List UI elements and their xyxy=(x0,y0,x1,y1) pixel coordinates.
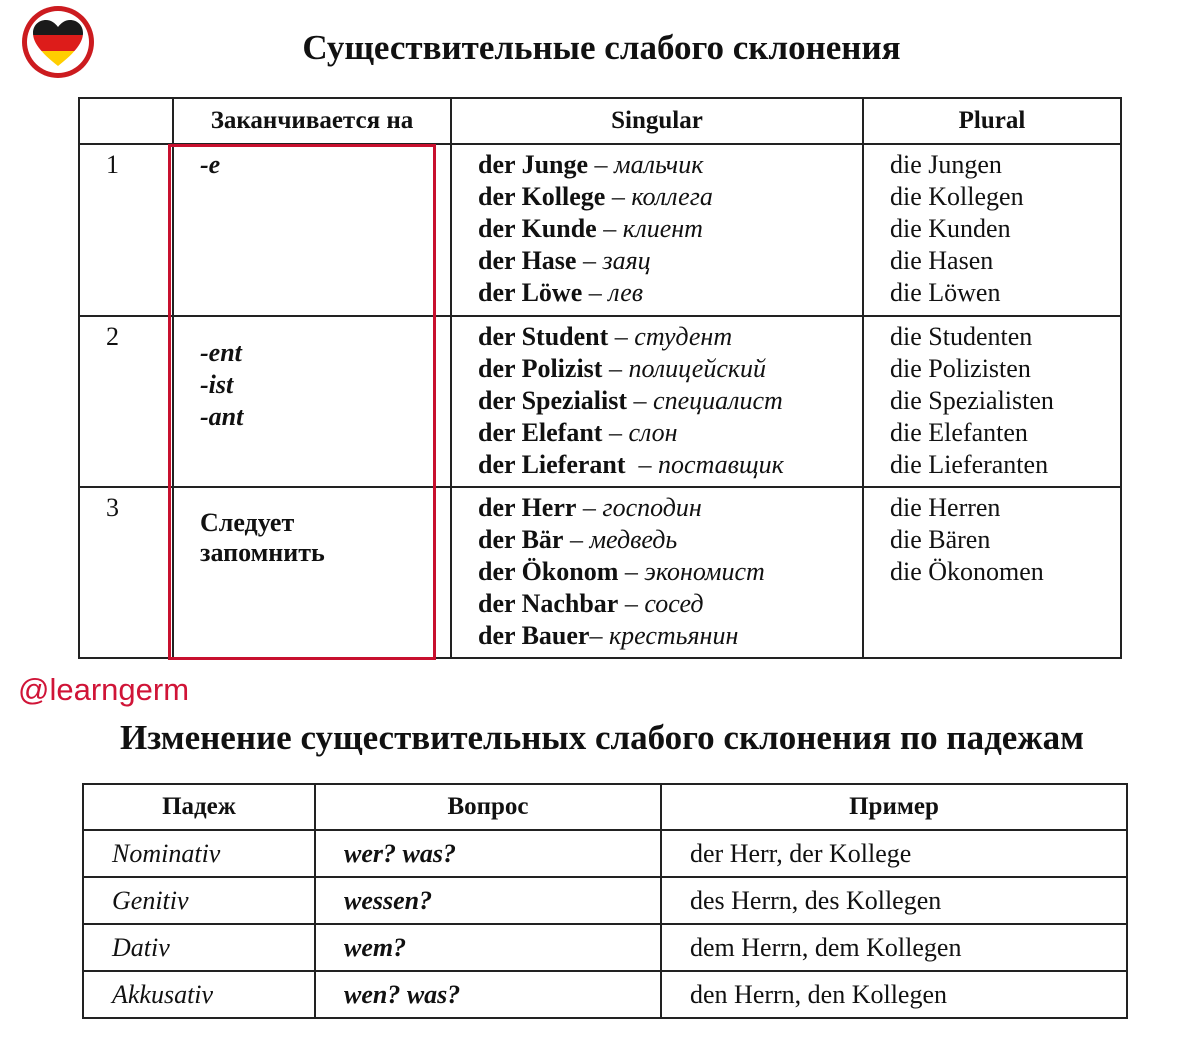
table-row xyxy=(79,487,1121,658)
row-number: 3 xyxy=(79,487,173,658)
cases-table xyxy=(82,783,1128,1019)
singular-entry: der Löwe – лев xyxy=(478,278,644,307)
translation: крестьянин xyxy=(608,621,739,650)
plural-entry: die Jungen xyxy=(890,150,1002,179)
ending-label: -ant xyxy=(200,402,244,431)
plural-entry: die Kollegen xyxy=(890,182,1024,211)
noun: der Lieferant xyxy=(478,450,626,479)
plural-cell xyxy=(863,487,1121,658)
translation: заяц xyxy=(602,246,651,275)
singular-cell xyxy=(451,487,863,658)
singular-entry: der Spezialist – специалист xyxy=(478,386,783,415)
noun: der Ökonom xyxy=(478,557,619,586)
plural-entry: die Kunden xyxy=(890,214,1011,243)
plural-entry: die Studenten xyxy=(890,322,1033,351)
singular-cell xyxy=(451,144,863,316)
translation: студент xyxy=(634,322,733,351)
singular-entry: der Nachbar – сосед xyxy=(478,589,704,618)
page-title: Существительные слабого склонения xyxy=(302,28,901,67)
noun: der Spezialist xyxy=(478,386,628,415)
case-question: wem? xyxy=(315,924,661,971)
noun: der Löwe xyxy=(478,278,583,307)
noun: der Junge xyxy=(478,150,589,179)
plural-cell xyxy=(863,144,1121,316)
translation: лев xyxy=(608,278,644,307)
noun: der Student xyxy=(478,322,609,351)
singular-entry: der Elefant – слон xyxy=(478,418,678,447)
ending-label: Следует xyxy=(200,508,295,537)
ending-label: -ist xyxy=(200,370,234,399)
singular-entry: der Kollege – коллега xyxy=(478,182,713,211)
ending-list xyxy=(200,317,450,433)
singular-entry: der Bär – медведь xyxy=(478,525,678,554)
table-row xyxy=(83,971,1127,1018)
noun: der Kollege xyxy=(478,182,606,211)
ending-cell xyxy=(173,144,451,316)
translation: коллега xyxy=(631,182,713,211)
table-row xyxy=(83,924,1127,971)
column-header: Заканчивается на xyxy=(173,98,451,144)
ending-label: -e xyxy=(200,150,221,179)
column-header xyxy=(79,98,173,144)
case-question: wer? was? xyxy=(315,830,661,877)
translation: слон xyxy=(628,418,678,447)
translation: специалист xyxy=(653,386,783,415)
case-question: wessen? xyxy=(315,877,661,924)
noun: der Nachbar xyxy=(478,589,619,618)
table-row xyxy=(79,144,1121,316)
column-header: Plural xyxy=(863,98,1121,144)
noun: der Polizist xyxy=(478,354,603,383)
case-name: Dativ xyxy=(83,924,315,971)
case-example: des Herrn, des Kollegen xyxy=(661,877,1127,924)
plural-entry: die Hasen xyxy=(890,246,994,275)
singular-entry: der Bauer– крестьянин xyxy=(478,621,739,650)
ending-label: запомнить xyxy=(200,538,325,567)
social-handle: @learngerm xyxy=(18,672,190,707)
singular-entry: der Student – студент xyxy=(478,322,733,351)
table-header-row xyxy=(79,98,1121,144)
case-question: wen? was? xyxy=(315,971,661,1018)
noun: der Hase xyxy=(478,246,577,275)
translation: господин xyxy=(602,493,702,522)
plural-entry: die Ökonomen xyxy=(890,557,1044,586)
translation: поставщик xyxy=(658,450,784,479)
case-example: der Herr, der Kollege xyxy=(661,830,1127,877)
column-header: Падеж xyxy=(83,784,315,830)
plural-entry: die Herren xyxy=(890,493,1001,522)
case-example: den Herrn, den Kollegen xyxy=(661,971,1127,1018)
ending-cell xyxy=(173,487,451,658)
case-name: Genitiv xyxy=(83,877,315,924)
ending-cell xyxy=(173,316,451,487)
translation: сосед xyxy=(644,589,704,618)
table-row xyxy=(83,830,1127,877)
plural-cell xyxy=(863,316,1121,487)
case-name: Nominativ xyxy=(83,830,315,877)
noun: der Elefant xyxy=(478,418,603,447)
column-header: Пример xyxy=(661,784,1127,830)
ending-label: -ent xyxy=(200,338,242,367)
table-header-row xyxy=(83,784,1127,830)
translation: мальчик xyxy=(614,150,704,179)
translation: экономист xyxy=(644,557,765,586)
weak-nouns-table xyxy=(78,97,1122,659)
noun: der Kunde xyxy=(478,214,597,243)
row-number: 2 xyxy=(79,316,173,487)
plural-entry: die Bären xyxy=(890,525,991,554)
translation: клиент xyxy=(622,214,703,243)
table-row xyxy=(83,877,1127,924)
plural-entry: die Löwen xyxy=(890,278,1001,307)
plural-entry: die Elefanten xyxy=(890,418,1028,447)
noun: der Bär xyxy=(478,525,564,554)
ending-note xyxy=(200,488,450,568)
plural-entry: die Polizisten xyxy=(890,354,1031,383)
singular-entry: der Junge – мальчик xyxy=(478,150,704,179)
table-row xyxy=(79,316,1121,487)
singular-entry: der Herr – господин xyxy=(478,493,702,522)
singular-entry: der Hase – заяц xyxy=(478,246,651,275)
singular-entry: der Ökonom – экономист xyxy=(478,557,765,586)
noun: der Bauer xyxy=(478,621,590,650)
case-name: Akkusativ xyxy=(83,971,315,1018)
row-number: 1 xyxy=(79,144,173,316)
singular-entry: der Lieferant – поставщик xyxy=(478,450,784,479)
singular-entry: der Kunde – клиент xyxy=(478,214,703,243)
translation: полицейский xyxy=(628,354,767,383)
section-title: Изменение существительных слабого склонения по падежам xyxy=(119,718,1085,757)
singular-cell xyxy=(451,316,863,487)
column-header: Singular xyxy=(451,98,863,144)
case-example: dem Herrn, dem Kollegen xyxy=(661,924,1127,971)
singular-entry: der Polizist – полицейский xyxy=(478,354,767,383)
column-header: Вопрос xyxy=(315,784,661,830)
plural-entry: die Spezialisten xyxy=(890,386,1054,415)
translation: медведь xyxy=(589,525,678,554)
noun: der Herr xyxy=(478,493,577,522)
plural-entry: die Lieferanten xyxy=(890,450,1049,479)
